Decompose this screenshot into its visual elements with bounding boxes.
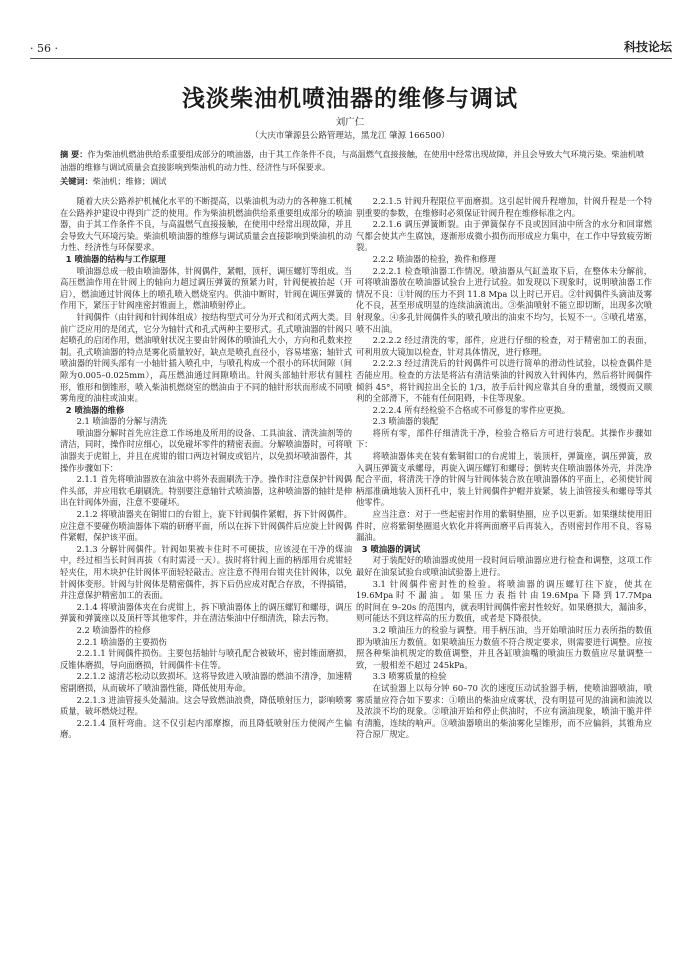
left-column	[60, 196, 352, 956]
abstract-text: 作为柴油机燃油供给系重要组成部分的喷油器，由于其工作条件不良，与高温燃气直接接触，在使用中经常出现故障，并且会导致大气环境污染。柴油机喷油器的维修与调试质量会直接影响到柴油机的动力性、经济性与环保要求。	[60, 149, 645, 172]
keywords	[60, 175, 646, 187]
article-title: 浅淡柴油机喷油器的维修与调试	[182, 86, 518, 112]
paragraph: 2.2.2.2 经过清洗的零，部件，应进行仔细的检查，对于精密加工的表面，可利用放大镜加以检查，针对具体情况，进行修理。	[356, 335, 652, 357]
paragraph: 2.2.1.1 针阀偶件损伤。主要包括轴针与喷孔配合被破坏，密封锥面磨损，反锥体磨损，导向面磨损，针阀偶件卡住等。	[60, 648, 352, 670]
subsection-heading: 2.2 喷油器件的检修	[76, 624, 151, 635]
paragraph: 2.2.2.1 检查喷油器工作情况。喷油器从气缸盖取下后，在整体未分解前，可将喷油器放在喷油器试验台上进行试验。如发现以下现象时，说明喷油器工作情况不良：①针阀的压力不到 11.8 Mpa 以上时已开启。②针阀偶件头滴油及雾化不良，甚至形成明显的连续油滴流出。③柴油喷射不能立即切断，出现多次喷射现象。④多孔针阀偶件头的喷孔喷出的油束不均匀，长短不一。⑤喷孔堵塞，喷不出油。	[356, 265, 652, 334]
keywords-label: 关键词：	[60, 176, 93, 186]
author: 刘广仁	[335, 117, 365, 128]
paragraph: 将所有零，部件仔细清洗干净，检验合格后方可进行装配。其操作步骤如下：	[356, 427, 652, 450]
section-heading: 2 喷油器的维修	[65, 404, 125, 415]
paragraph: 2.1.2 将喷油器夹在铜钳口的台钳上，旋下针阀偶件紧帽，拆下针阀偶件。应注意不要碰伤喷油器体下端的研磨平面，所以在拆下针阀偶件后应旋上针阀偶件紧帽，保护该平面。	[60, 509, 352, 543]
affiliation: （大庆市肇源县公路管理站，黑龙江 肇源 166500）	[250, 131, 450, 141]
section-heading: 1 喷油器的结构与工作原理	[65, 253, 166, 264]
paragraph: 对于装配好的喷油器或使用一段时间后喷油器应进行检查和调整，这项工作最好在油泵试验台或喷油试验器上进行。	[356, 555, 652, 577]
paragraph: 2.2.1.5 针阀升程限位平面磨损。这引起针阀升程增加，针阀升程是一个特别重要的参数，在维修时必须保证针阀升程在维修标准之内。	[356, 196, 652, 218]
page-number: · 56 ·	[30, 42, 58, 55]
paragraph: 3.2 喷油压力的检验与调整。用手柄压油，当开始喷油时压力表所指的数值即为喷油压力数值。如果喷油压力数值不符合规定要求，则需要进行调整。应按照各种柴油机规定的数值调整，并且各缸喷油嘴的喷油压力数值应尽量调整一致，一般相差不超过 245kPa。	[356, 624, 652, 670]
header-rule	[30, 58, 672, 59]
paragraph: 2.1.3 分解针阀偶件。针阀如果被卡住时不可硬拔，应该浸在干净的煤油中，经过相当长时间再拔（有时需浸一天）。拔时将针阀上面的柄部用台虎钳轻轻夹住，用木块护住针阀体平面轻轻敲击。应注意不得用台钳夹住针阀体，以免针阀体变形。针阀与针阀体是精密偶件，拆下后仍应成对配合存放，不得搞错，并注意保护精密加工的表面。	[60, 543, 352, 601]
paragraph: 2.2.1.2 滤清芯松动以致损坏。这将导致进入喷油器的燃油不清净，加速精密副磨损，从而破坏了喷油器性能，降低使用寿命。	[60, 671, 352, 693]
paragraph: 3.1 针阀偶件密封性的检验。将喷油器的调压螺钉往下旋，使其在 19.6Mpa 时 不 漏 油 。 如 果 压 力 表 指 针 由 19.6Mpa 下 降 到 17.7Mpa 的时间在 9–20s 的范围内，就表明针阀偶件密封性较好。如果磨损大，漏油多，则可能达不到这样高的压力数值，或者是下降很快。	[356, 578, 652, 624]
paragraph: 2.2.1.3 进油管接头处漏油。这会导致燃油浪费，降低喷射压力，影响喷雾质量，破坏燃烧过程。	[60, 694, 352, 717]
paragraph: 随着大庆公路养护机械化水平的不断提高，以柴油机为动力的各种施工机械在公路养护建设中得到广泛的使用。作为柴油机燃油供给系重要组成部分的喷油器，由于其工作条件不良，与高温燃气直接接触，在使用中经常出现故障，并且会导致大气环境污染。柴油机喷油器的维修与调试质量会直接影响到柴油机的动力性、经济性与环保要求。	[60, 196, 352, 253]
paragraph: 2.2.2.3 经过清洗后的针阀偶件可以进行简单的滑动性试验，以检查偶件是否能应用。检查的方法是将沾有清洁柴油的针阀放入针阀体内，然后将针阀偶件倾斜 45°，将针阀拉出全长的 1/3，放手后针阀应靠其自身的重量，缓慢而又顺利的全部滑下，不能有任何阻碍，卡住等现象。	[356, 358, 652, 404]
abstract-label: 摘 要：	[60, 149, 88, 159]
subsection-heading: 3.3 喷雾质量的检验	[372, 671, 447, 682]
right-column	[356, 196, 652, 956]
section-heading: 3 喷油器的调试	[361, 543, 421, 554]
subsection-heading: 2.2.2 喷油器的检验，换件和修理	[372, 253, 496, 264]
paragraph: 喷油器总成一般由喷油器体，针阀偶件，紧帽，顶杆，调压螺钉等组成。当高压燃油作用在针阀上的轴向力超过调压弹簧的预紧力时，针阀便被抬起（开启），燃油通过针阀体上的喷孔喷入燃烧室内。供油中断时，针阀在调压弹簧的作用下，紧压于针阀座密封锥面上，燃油喷射停止。	[60, 265, 352, 311]
subsection-heading: 2.3 喷油器的装配	[372, 416, 439, 427]
paragraph: 2.1.1 首先将喷油器放在油盆中将外表面刷洗干净。操作时注意保护针阀偶件头部，并应用软毛刷刷洗。特别要注意轴针式喷油器，这种喷油器的轴针是伸出在针阀体外面，注意不要碰坏。	[60, 474, 352, 508]
paragraph: 喷油器分解时首先应注意工作场地及所用的设备、工具油盆、清洗油剂等的清洁，同时，操作时应细心，以免碰坏零件的精密表面。分解喷油器时，可将喷油器夹于虎钳上，并且在虎钳的钳口两边衬铜皮或铝片，以免损坏喷油器件，其操作步骤如下：	[60, 427, 352, 473]
abstract	[60, 148, 646, 173]
subsection-heading: 2.2.1 喷油器的主要损伤	[76, 636, 167, 647]
paragraph: 针阀偶件（由针阀和针阀体组成）按结构型式可分为开式和闭式两大类。目前广泛应用的是闭式，它分为轴针式和孔式两种主要形式。孔式喷油器的针阀只起喷孔的启闭作用，燃油喷射状况主要由针阀体的喷油孔大小，方向和孔数来控制。孔式喷油器的特点是雾化质量较好，缺点是喷孔直径小，容易堵塞；轴针式喷油器的针阀头部有一小轴针插入喷孔中，与喷孔构成一个很小的环状间隙（间隙为0.005–0.025mm），高压燃油通过间隙喷出。针阀头部轴针形状有圆柱形，锥形和倒锥形，喷入柴油机燃烧室的燃油由于不同的轴针形状而形成不同喷雾角度的油柱或油束。	[60, 311, 352, 404]
paragraph: 2.2.1.6 调压弹簧断裂。由于弹簧保存不良或因回油中所含的水分和回窜燃气都会使其产生腐蚀，逐渐形成微小损伤而形成应力集中，在工作中导致疲劳断裂。	[356, 219, 652, 253]
paragraph: 2.2.2.4 所有经检验不合格或不可修复的零件应更换。	[372, 404, 571, 415]
paragraph: 应当注意：对于一些起密封作用的紫铜垫圈，应予以更新。如果继续使用旧件时，应将紫铜垫圈退火软化并将两面磨平后再装入，否则密封作用不良，容易漏油。	[356, 509, 652, 543]
subsection-heading: 2.1 喷油器的分解与清洗	[76, 416, 168, 427]
journal-section: 科技论坛	[623, 40, 672, 54]
paragraph: 在试验器上以每分钟 60–70 次的速度压动试验器手柄，使喷油器喷油，喷雾质量应符合如下要求：①喷出的柴油应成雾状，没有明显可见的油滴和油流以及浓淡不均的现象。②喷油开始和停止供油时，不应有滴油现象，喷油干脆并伴有清脆，连续的响声。③喷油器喷出的柴油雾化呈锥形，而不应偏斜，其锥角应符合原厂规定。	[356, 682, 652, 740]
paragraph: 将喷油器体夹在装有紫铜钳口的台虎钳上，装顶杆，弹簧座，调压弹簧，放入调压弹簧支承螺母，再旋入调压螺钉和螺母；倒转夹住喷油器体外壳，并洗净配合平面，将清洗干净的针阀与针阀体装合放在喷油器体的平面上，必须使针阀柄部准确地装入顶杆孔中，装上针阀偶件护帽并旋紧，装上油管接头和螺母等其他零件。	[356, 451, 652, 508]
keywords-text: 柴油机；维修；调试	[92, 176, 167, 186]
paragraph: 2.2.1.4 顶杆弯曲。这不仅引起内部摩擦，而且降低喷射压力使阀产生偏磨。	[60, 717, 352, 740]
paragraph: 2.1.4 将喷油器体夹在台虎钳上，拆下喷油器体上的调压螺钉和螺母，调压弹簧和弹簧座以及顶杆等其他零件，并在清洁柴油中仔细清洗，除去污物。	[60, 601, 352, 624]
